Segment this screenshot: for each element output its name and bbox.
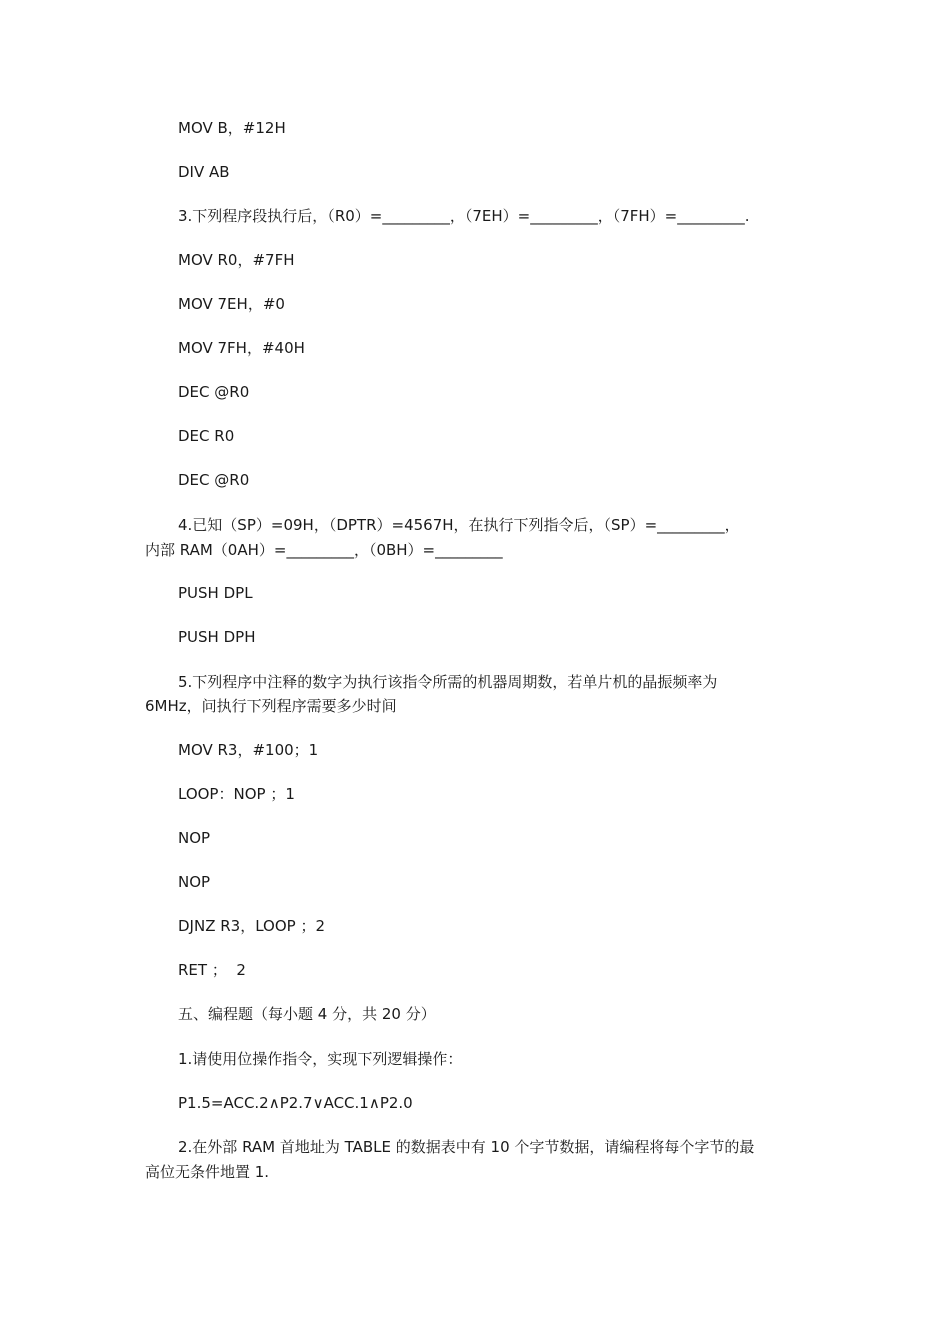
code-line-dec-r0: DEC R0 bbox=[178, 427, 235, 445]
code-line-push-dpl: PUSH DPL bbox=[178, 584, 253, 602]
code-line-mov-7eh: MOV 7EH，#0 bbox=[178, 295, 285, 313]
code-line-mov-7fh: MOV 7FH，#40H bbox=[178, 339, 305, 357]
code-line-dec-at-r0-1: DEC @R0 bbox=[178, 383, 250, 401]
code-line-ret: RET ； 2 bbox=[178, 961, 246, 979]
logic-expression: P1.5=ACC.2∧P2.7∨ACC.1∧P2.0 bbox=[178, 1094, 413, 1112]
code-line-dec-at-r0-2: DEC @R0 bbox=[178, 471, 250, 489]
code-line-djnz: DJNZ R3，LOOP ；2 bbox=[178, 917, 325, 935]
code-line-mov-r3: MOV R3，#100；1 bbox=[178, 741, 319, 759]
question-5-line-2: 6MHz，问执行下列程序需要多少时间 bbox=[145, 697, 397, 715]
code-line-nop-1: NOP bbox=[178, 829, 211, 847]
code-line-push-dph: PUSH DPH bbox=[178, 628, 256, 646]
programming-question-2-line-1: 2.在外部 RAM 首地址为 TABLE 的数据表中有 10 个字节数据，请编程将每个字节的最 bbox=[178, 1138, 755, 1156]
programming-question-1: 1.请使用位操作指令，实现下列逻辑操作： bbox=[178, 1050, 463, 1068]
section-heading-programming: 五、编程题（每小题 4 分，共 20 分） bbox=[178, 1005, 436, 1023]
question-4-line-1: 4.已知（SP）=09H，（DPTR）=4567H，在执行下列指令后，（SP）=_________， bbox=[178, 516, 740, 534]
code-line-nop-2: NOP bbox=[178, 873, 211, 891]
programming-question-2-line-2: 高位无条件地置 1. bbox=[145, 1163, 270, 1181]
code-line-mov-b: MOV B，#12H bbox=[178, 119, 286, 137]
question-4-line-2: 内部 RAM（0AH）=_________，（0BH）=_________ bbox=[145, 541, 503, 559]
question-5-line-1: 5.下列程序中注释的数字为执行该指令所需的机器周期数，若单片机的晶振频率为 bbox=[178, 673, 718, 691]
code-line-loop-nop: LOOP：NOP ；1 bbox=[178, 785, 295, 803]
code-line-mov-r0: MOV R0，#7FH bbox=[178, 251, 295, 269]
code-line-div-ab: DIV AB bbox=[178, 163, 230, 181]
question-3: 3.下列程序段执行后，（R0）=_________，（7EH）=_________，（7FH）=_________. bbox=[178, 207, 750, 225]
